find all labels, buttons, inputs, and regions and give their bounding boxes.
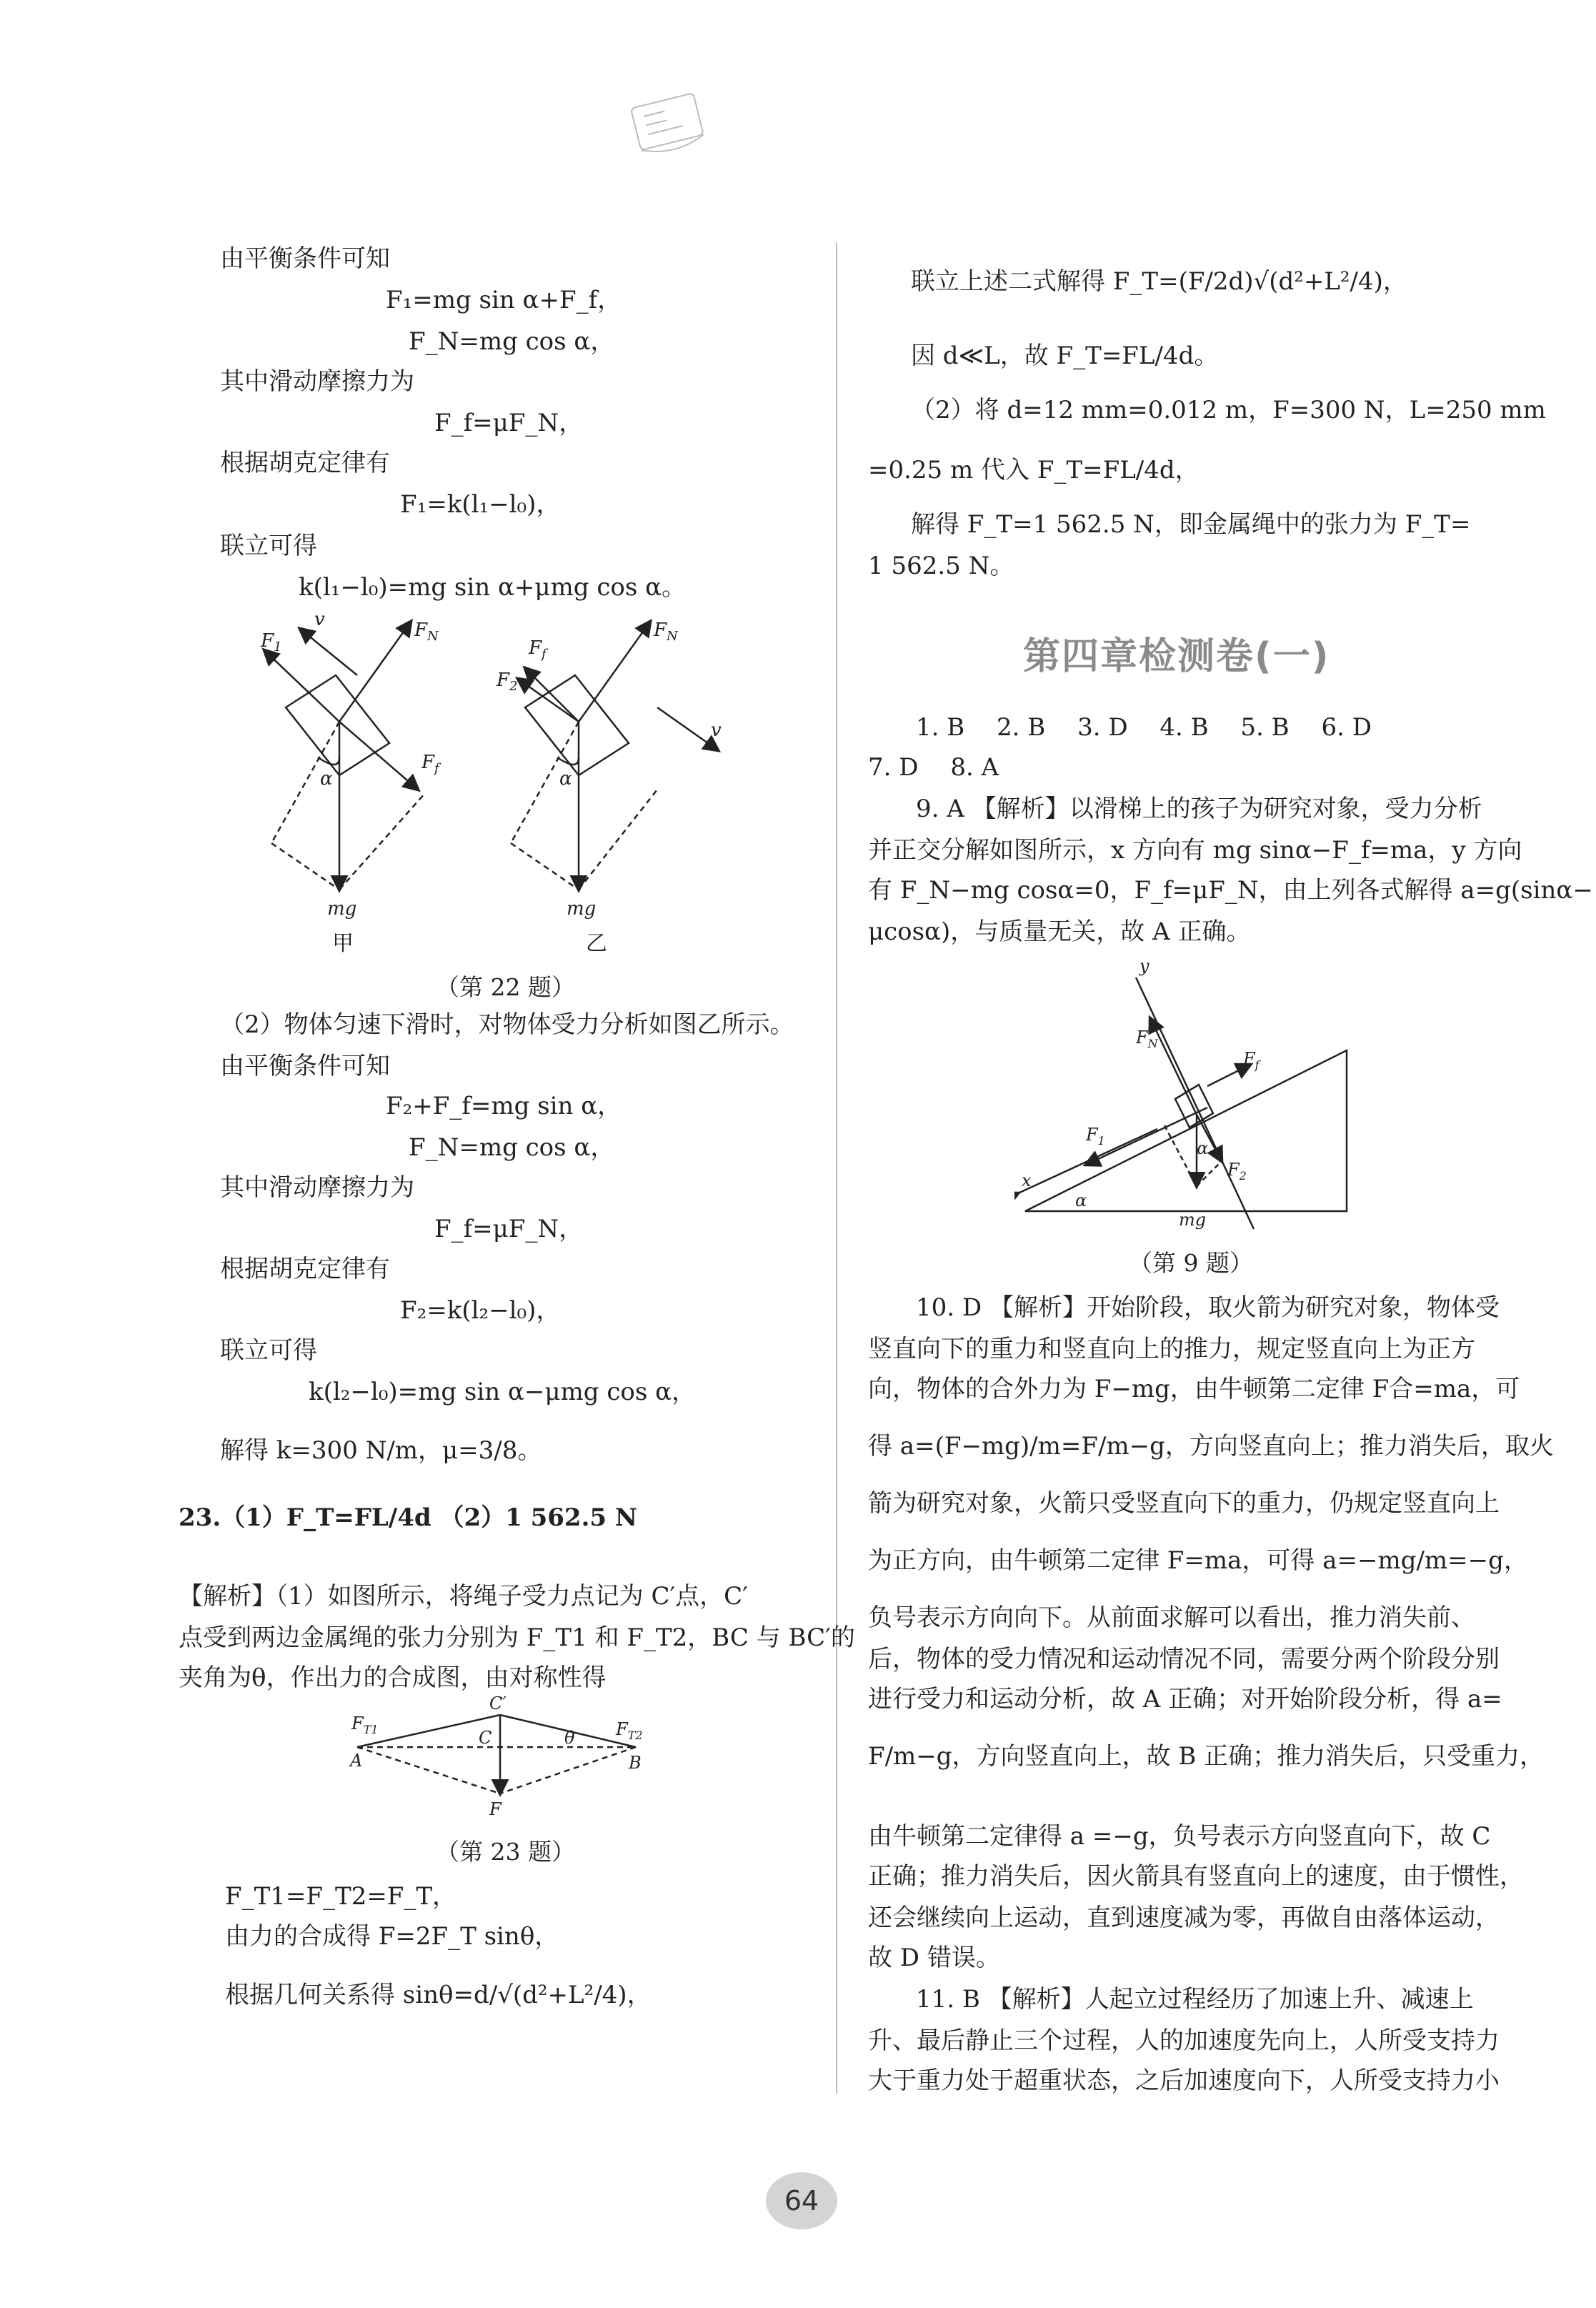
text-line: 联立可得 [220,1336,317,1365]
text-line: 向，物体的合外力为 F−mg，由牛顿第二定律 F合=ma，可 [868,1375,1520,1403]
figure-label-a: 甲 [332,931,354,956]
svg-text:F2: $F_2$ [1227,1160,1247,1183]
watermark-logo [622,86,714,164]
text-line: 根据胡克定律有 [220,1255,390,1283]
svg-text:F2: $F_2$ [497,670,518,694]
text-line: 由平衡条件可知 [220,244,390,273]
figure-label-b: 乙 [586,931,607,956]
text-line: 10. D 【解析】开始阶段，取火箭为研究对象，物体受 [916,1293,1500,1322]
figure-caption: （第 9 题） [1129,1249,1253,1277]
svg-text:x: x [1022,1170,1032,1190]
page-number: 64 [766,2172,837,2229]
svg-text:Ff: $F_f$ [1243,1049,1260,1072]
column-divider [836,243,837,2094]
text-line: 后，物体的受力情况和运动情况不同，需要分两个阶段分别 [868,1645,1500,1673]
svg-text:y: y [1139,956,1149,976]
text-line: 故 D 错误。 [868,1944,1000,1972]
equation: F_N=mg cos α， [409,327,615,356]
figure-9 [1014,950,1357,1236]
svg-text:v: v [314,609,325,630]
svg-text:mg: mg [327,898,357,920]
svg-text:C′: C′ [489,1693,507,1713]
text-line: 解得 k=300 N/m，μ=3/8。 [220,1436,542,1465]
text-line: 点受到两边金属绳的张力分别为 F_T1 和 F_T2，BC 与 BC′的 [179,1623,855,1652]
text-line: 正确；推力消失后，因火箭具有竖直向上的速度，由于惯性， [868,1862,1524,1891]
svg-text:Ff: $F_f$ [529,637,547,662]
svg-text:mg: mg [567,898,597,920]
svg-text:C: C [479,1728,492,1748]
svg-text:α: α [1075,1190,1087,1210]
text-line: 联立上述二式解得 F_T=(F/2d)√(d²+L²/4)， [911,267,1407,296]
svg-text:FT1: $F_{T1}$ [351,1713,379,1736]
section-title: 第四章检测卷(一) [1023,635,1330,678]
text-line: 1 562.5 N。 [868,552,1014,580]
text-line: （2）将 d=12 mm=0.012 m，F=300 N，L=250 mm [911,396,1546,424]
svg-text:θ: θ [564,1728,575,1748]
text-line: F/m−g，方向竖直向上，故 B 正确；推力消失后，只受重力， [868,1742,1545,1771]
text-line: 大于重力处于超重状态，之后加速度向下，人所受支持力小 [868,2066,1500,2095]
text-line: 11. B 【解析】人起立过程经历了加速上升、减速上 [916,1985,1474,2014]
svg-text:F1: $F_1$ [1086,1125,1105,1148]
answer-line: 7. D 8. A [868,753,999,782]
text-line: （2）物体匀速下滑时，对物体受力分析如图乙所示。 [220,1010,794,1039]
equation: F_f=μF_N， [434,1215,584,1243]
text-line: 还会继续向上运动，直到速度减为零，再做自由落体运动， [868,1904,1500,1932]
figure-caption: （第 22 题） [436,973,575,1001]
text-line: 【解析】（1）如图所示，将绳子受力点记为 C′点，C′ [179,1582,748,1611]
text-line: =0.25 m 代入 F_T=FL/4d， [868,456,1200,484]
text-line: μcosα)，与质量无关，故 A 正确。 [868,917,1251,946]
svg-text:A: A [350,1751,363,1771]
svg-text:F1: $F_1$ [261,630,282,655]
equation: F_N=mg cos α， [409,1133,615,1162]
figure-caption: （第 23 题） [436,1838,575,1866]
text-line: 为正方向，由牛顿第二定律 F=ma，可得 a=−mg/m=−g， [868,1546,1528,1575]
equation: F₁=mg sin α+F_f， [386,286,622,314]
text-line: 其中滑动摩擦力为 [220,1173,414,1202]
text-line: 联立可得 [220,532,317,560]
figure-22 [243,607,757,965]
text-line: 其中滑动摩擦力为 [220,367,414,396]
text-line: 并正交分解如图所示，x 方向有 mg sinα−F_f=ma，y 方向 [868,836,1522,865]
svg-text:B: B [629,1753,642,1773]
text-line: 由牛顿第二定律得 a =−g，负号表示方向竖直向下，故 C [868,1822,1491,1851]
svg-text:FN: $F_N$ [654,620,678,644]
text-line: 夹角为θ，作出力的合成图，由对称性得 [179,1663,607,1692]
svg-text:α: α [320,768,333,790]
text-line: 竖直向下的重力和竖直向上的推力，规定竖直向上为正方 [868,1335,1475,1363]
text-line: 升、最后静止三个过程，人的加速度先向上，人所受支持力 [868,2026,1500,2055]
svg-text:FT2: $F_{T2}$ [616,1719,643,1742]
equation: F_f=μF_N， [434,409,584,437]
equation: F₂+F_f=mg sin α， [386,1092,622,1120]
text-line: 由平衡条件可知 [220,1052,390,1080]
text-line: 进行受力和运动分析，故 A 正确；对开始阶段分析，得 a= [868,1685,1502,1713]
svg-text:v: v [711,720,722,741]
figure-23 [336,1686,664,1829]
text-line: 根据几何关系得 sinθ=d/√(d²+L²/4)， [225,1981,652,2009]
svg-text:α: α [559,768,572,790]
text-line: 9. A 【解析】以滑梯上的孩子为研究对象，受力分析 [916,795,1482,823]
text-line: 根据胡克定律有 [220,449,390,477]
text-line: 有 F_N−mg cosα=0，F_f=μF_N，由上列各式解得 a=g(sinα− [868,876,1593,905]
answer-line: 1. B 2. B 3. D 4. B 5. B 6. D [916,713,1372,742]
svg-text:F: F [489,1799,502,1819]
equation: k(l₂−l₀)=mg sin α−μmg cos α， [309,1378,697,1406]
svg-text:Ff: $F_f$ [422,752,439,776]
text-line: 解得 F_T=1 562.5 N，即金属绳中的张力为 F_T= [911,510,1471,539]
equation: k(l₁−l₀)=mg sin α+μmg cos α。 [299,573,687,602]
text-line: 负号表示方向向下。从前面求解可以看出，推力消失前、 [868,1603,1475,1632]
question-23-answer: 23.（1）F_T=FL/4d （2）1 562.5 N [179,1503,637,1532]
equation: F_T1=F_T2=F_T， [225,1882,457,1911]
svg-text:FN: $F_N$ [1136,1028,1158,1050]
text-line: 箭为研究对象，火箭只受竖直向下的重力，仍规定竖直向上 [868,1489,1500,1518]
equation: F₂=k(l₂−l₀)， [400,1296,561,1325]
svg-text:α: α [1197,1138,1209,1158]
text-line: 得 a=(F−mg)/m=F/m−g，方向竖直向上；推力消失后，取火 [868,1432,1554,1461]
equation: F₁=k(l₁−l₀)， [400,490,561,519]
text-line: 由力的合成得 F=2F_T sinθ， [225,1922,559,1951]
text-line: 因 d≪L，故 F_T=FL/4d。 [911,342,1219,370]
svg-text:FN: $F_N$ [414,620,439,644]
svg-text:mg: mg [1179,1210,1207,1230]
